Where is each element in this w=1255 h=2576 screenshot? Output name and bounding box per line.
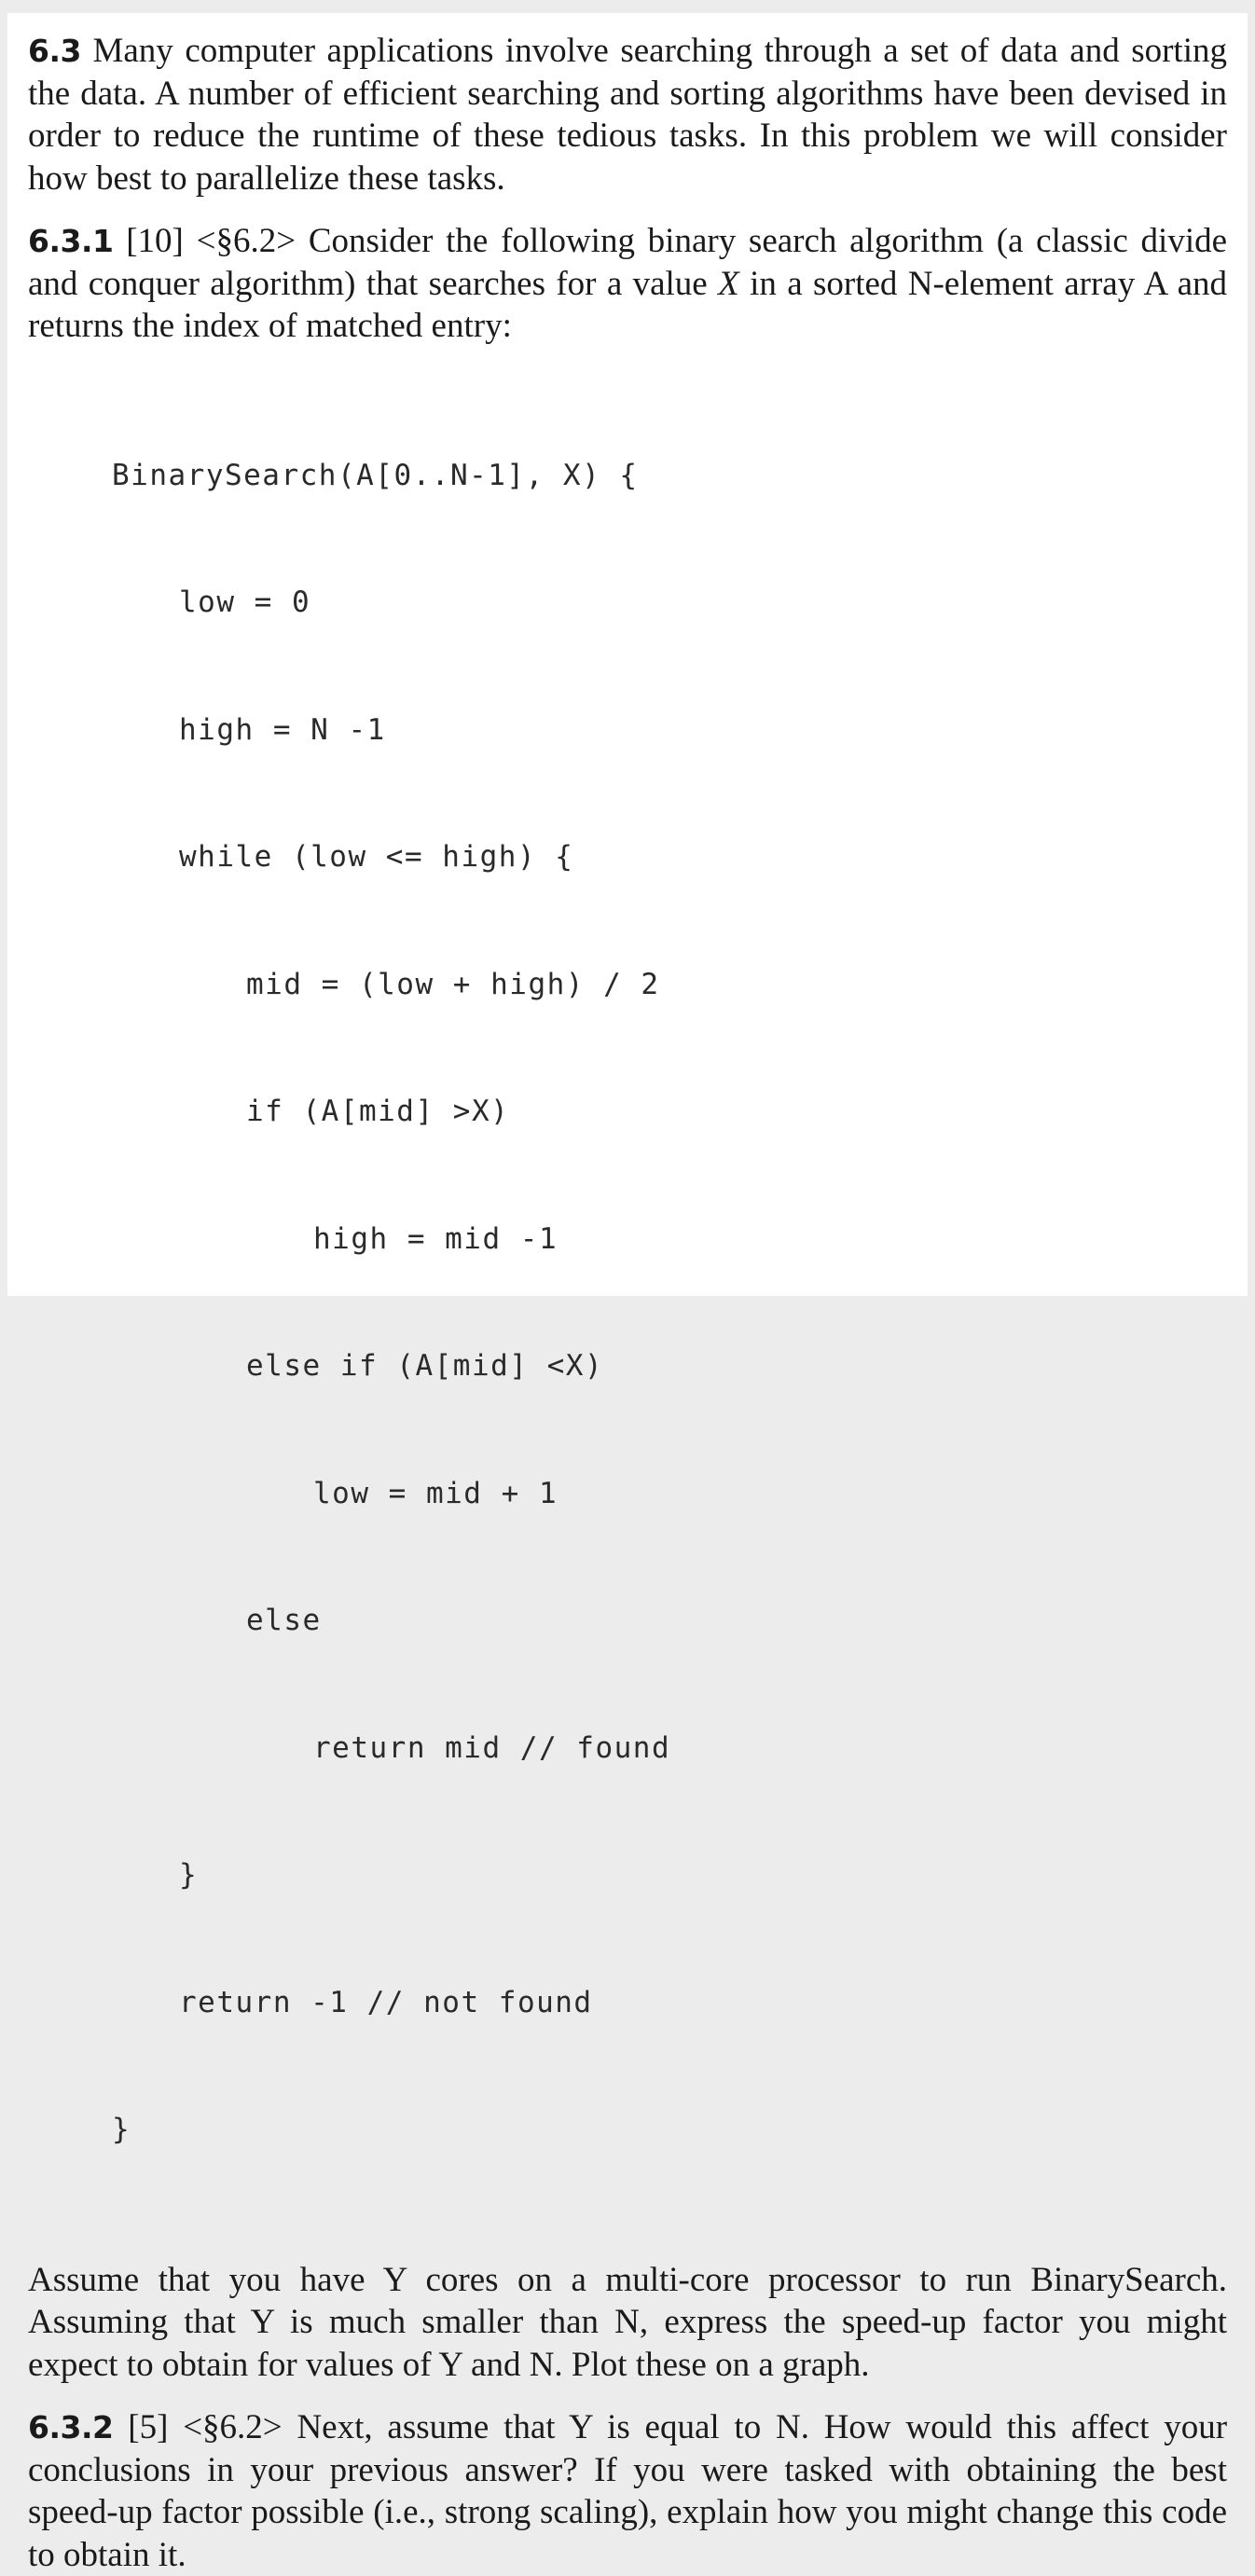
problem-number: 6.3.1: [28, 223, 114, 259]
code-line: high = N -1: [179, 712, 386, 747]
code-line: mid = (low + high) / 2: [246, 967, 660, 1001]
code-line: return mid // found: [313, 1730, 671, 1765]
code-line: }: [112, 2113, 131, 2146]
code-line: }: [179, 1858, 199, 1892]
problem-points: [5]: [128, 2408, 169, 2446]
code-line: BinarySearch(A[0..N-1], X) {: [112, 458, 639, 492]
code-line: high = mid -1: [313, 1221, 559, 1256]
problem-points: [10]: [126, 222, 184, 260]
problem-number: 6.3.2: [28, 2409, 114, 2445]
problem-text-continued: in a sorted N-element array A and returns the index of matched entry:: [28, 264, 1228, 345]
code-line: low = 0: [179, 585, 311, 619]
problem-number: 6.3: [28, 33, 81, 69]
problem-text: Next, assume that Y is equal to N. How would this affect your conclusions in your previous answer? If you were tasked with obtaining the best speed-up factor possible (i.e., strong scaling), explain how you might change this code to obtain it.: [28, 2408, 1228, 2574]
section-reference: <§6.2>: [196, 222, 297, 260]
textbook-page: [7, 13, 1248, 2574]
problem-6-3-1-followup: [28, 2259, 1227, 2387]
problem-6-3-2: [28, 2406, 1227, 2576]
code-line: return -1 // not found: [179, 1985, 593, 2019]
problem-6-3-1: [28, 220, 1227, 348]
problem-6-3: [28, 30, 1227, 200]
code-line: else: [246, 1604, 322, 1637]
variable-x: X: [718, 264, 739, 303]
code-line: if (A[mid] >X): [246, 1095, 510, 1128]
code-line: low = mid + 1: [313, 1476, 559, 1510]
problem-text: Assume that you have Y cores on a multi-core processor to run BinarySearch. Assuming that Y is much smaller than N, express the speed-up factor you might expect to obtain for values of Y and N. Plot these on a graph.: [28, 2260, 1227, 2384]
problem-text: Many computer applications involve searching through a set of data and sorting the data. A number of efficient searching and sorting algorithms have been devised in order to reduce the runtime of these tedious tasks. In this problem we will consider how best to parallelize these tasks.: [28, 32, 1227, 198]
code-line: else if (A[mid] <X): [246, 1349, 604, 1383]
binary-search-code: [112, 370, 1227, 2237]
section-reference: <§6.2>: [183, 2408, 283, 2446]
problem-text: Consider the following binary search algorithm (a classic divide and conquer algorithm) that searches for a value: [28, 222, 1228, 303]
code-line: while (low <= high) {: [179, 840, 574, 874]
